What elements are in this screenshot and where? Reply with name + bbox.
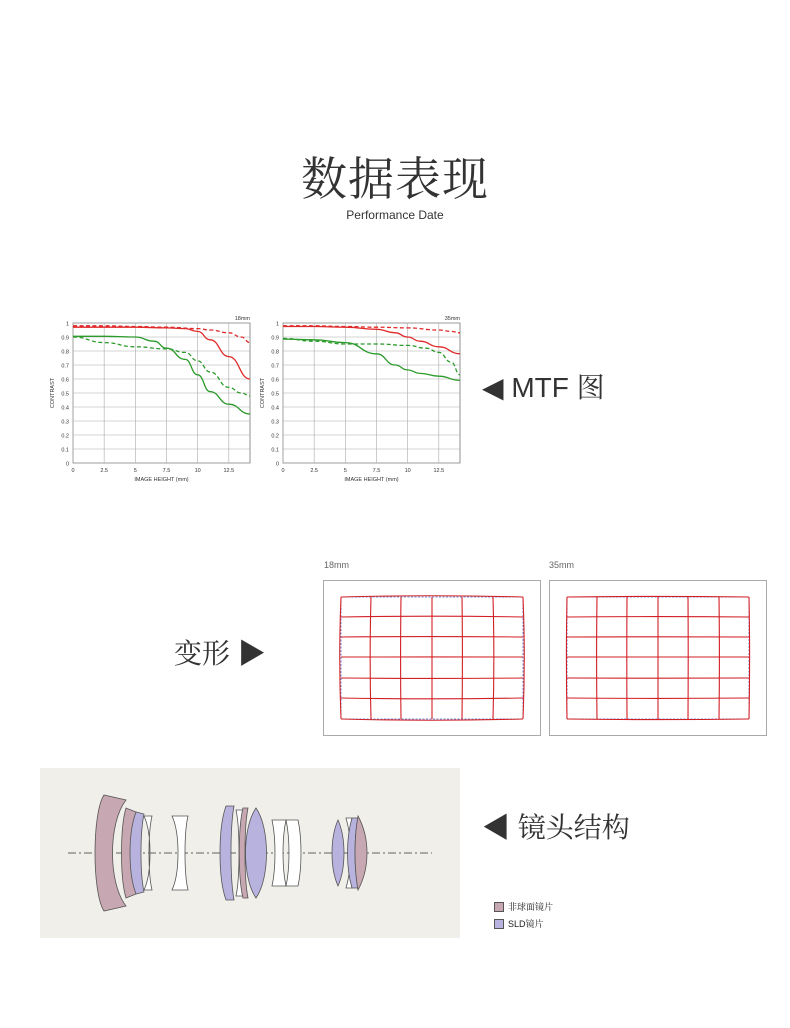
y-tick-label: 0 [275,461,279,468]
x-tick-label: 2.5 [100,468,108,474]
y-tick-label: 0.4 [271,405,279,412]
distortion-section-label: 变形 ▶ [174,638,266,669]
legend-label: SLD镜片 [508,919,544,929]
y-axis-label: CONTRAST [50,377,56,409]
chart-tag: 35mm [444,316,460,322]
x-tick-label: 2.5 [310,468,318,474]
y-tick-label: 0.9 [271,335,279,342]
x-tick-label: 5 [133,468,137,474]
y-tick-label: 0.2 [271,433,279,440]
y-axis-label: CONTRAST [260,377,266,409]
chart-tag: 18mm [234,316,250,322]
x-tick-label: 0 [71,468,75,474]
x-tick-label: 7.5 [372,468,381,474]
page-subtitle: Performance Date [346,208,444,222]
y-tick-label: 0.9 [61,335,69,342]
lens-legend [494,900,553,930]
mtf-chart-35mm [250,312,465,492]
y-tick-label: 0.3 [271,419,279,426]
lens-construction-diagram [40,768,460,938]
y-tick-label: 0.5 [61,391,69,398]
x-tick-label: 5 [343,468,347,474]
y-tick-label: 0.7 [271,363,279,370]
y-tick-label: 0.8 [271,349,279,356]
y-tick-label: 0.2 [61,433,69,440]
y-tick-label: 0.4 [61,405,69,412]
y-tick-label: 0.3 [61,419,69,426]
distortion-gridline-horizontal [567,596,749,597]
lens-section-label: ◀ 镜头结构 [482,812,630,843]
mtf-chart-18mm [40,312,255,492]
legend-swatch [494,919,504,929]
distortion-caption-18mm: 18mm [324,560,350,570]
y-tick-label: 0.5 [271,391,279,398]
page-title: 数据表现 [301,153,489,205]
distortion-grid-18mm [323,580,542,737]
y-tick-label: 0.8 [61,349,69,356]
y-tick-label: 0 [65,461,69,468]
x-tick-label: 10 [194,468,201,474]
y-tick-label: 0.1 [271,447,279,454]
x-tick-label: 12.5 [223,468,235,474]
y-tick-label: 0.7 [61,363,69,370]
distortion-gridline-horizontal [567,719,749,720]
distortion-grid-35mm [549,580,768,737]
legend-item-sld [494,917,553,930]
distortion-caption-35mm: 35mm [549,560,575,570]
legend-item-aspherical [494,900,553,913]
y-tick-label: 0.1 [61,447,69,454]
x-axis-label: IMAGE HEIGHT (mm) [344,477,399,483]
y-tick-label: 0.6 [61,377,69,384]
legend-swatch [494,902,504,912]
y-tick-label: 1 [65,321,69,328]
x-tick-label: 10 [404,468,411,474]
x-tick-label: 7.5 [162,468,171,474]
x-tick-label: 12.5 [433,468,445,474]
y-tick-label: 0.6 [271,377,279,384]
y-tick-label: 1 [275,321,279,328]
x-tick-label: 0 [281,468,285,474]
legend-label: 非球面镜片 [508,902,554,912]
distortion-gridline-vertical [749,597,750,719]
mtf-section-label: ◀ MTF 图 [482,372,605,403]
distortion-gridline-vertical [566,597,567,719]
x-axis-label: IMAGE HEIGHT (mm) [134,477,189,483]
